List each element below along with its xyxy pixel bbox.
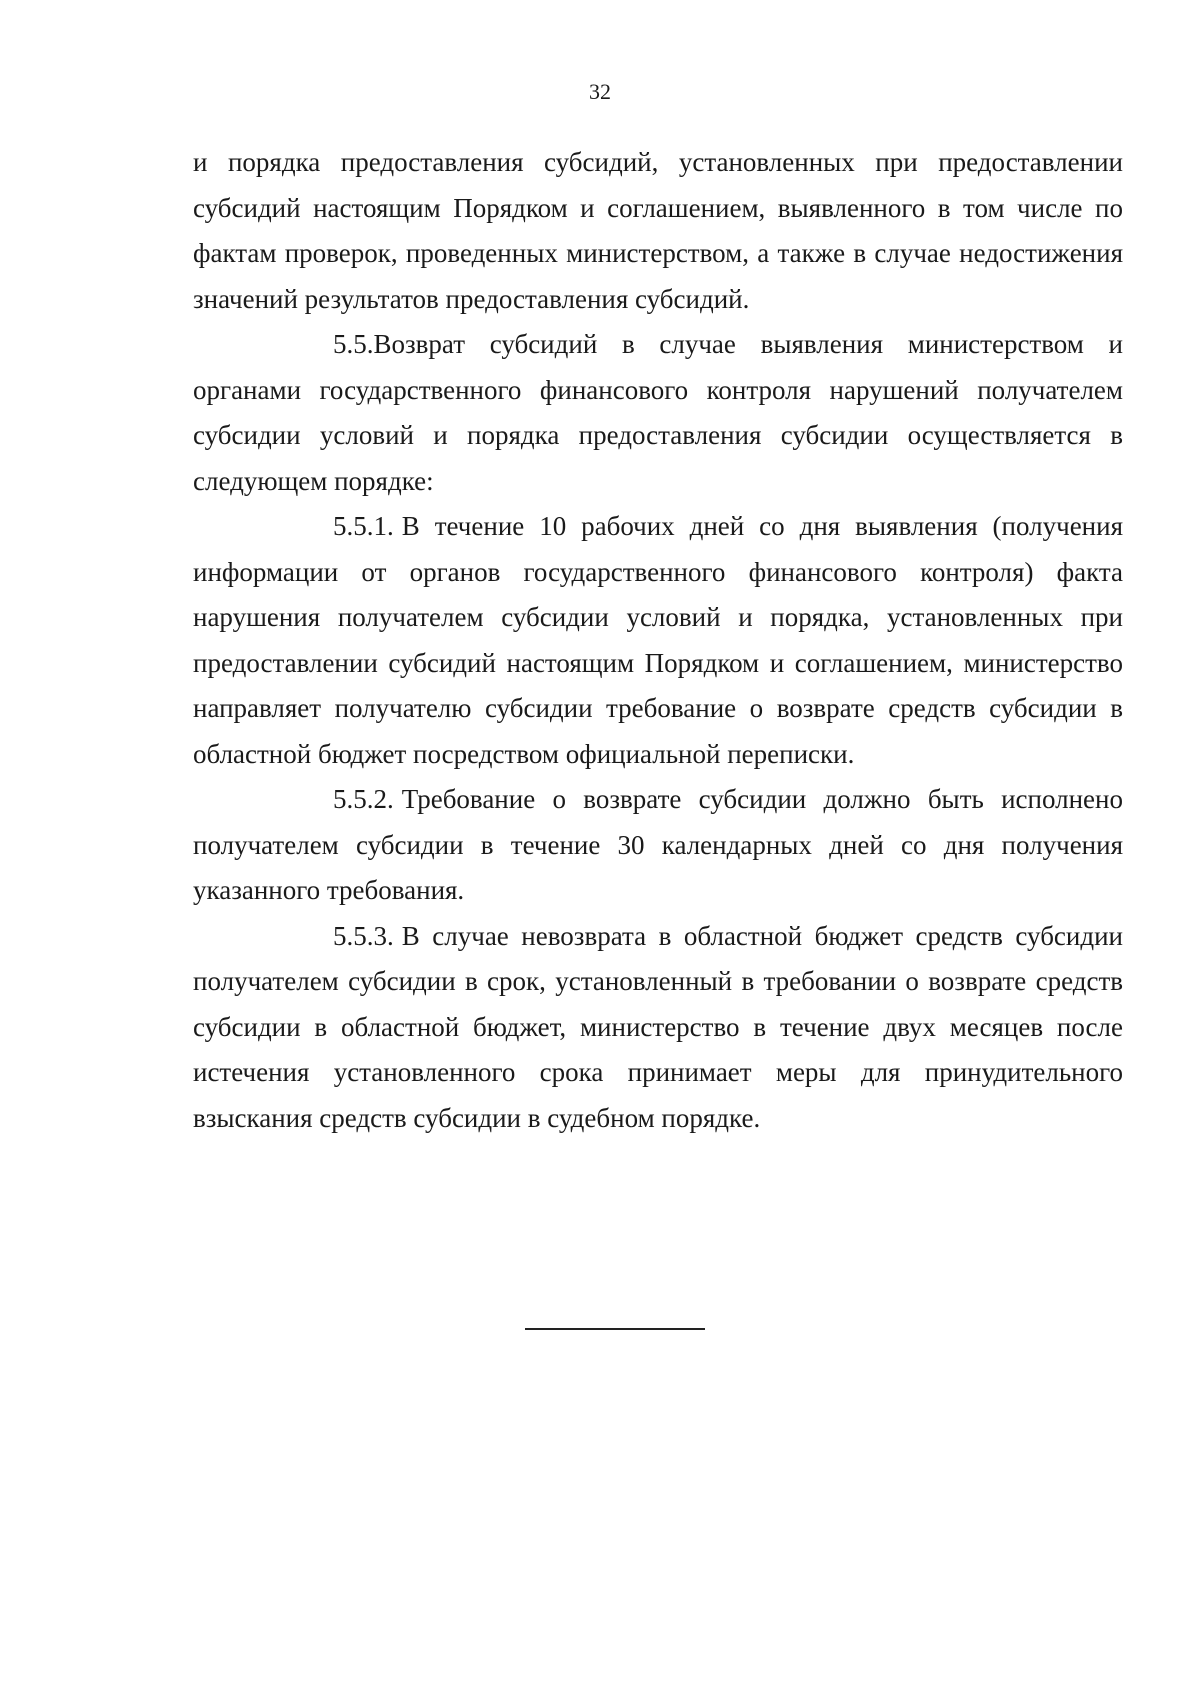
paragraph-text: В случае невозврата в областной бюджет средств субсидии получателем субсидии в срок, установленный в требовании о возврате средств субсидии в областной бюджет, министерство в течение двух месяцев после истечения установленного срока принимает меры для принудительного взыскания средств субсидии в судебном порядке. <box>193 920 1123 1133</box>
paragraph-text: В течение 10 рабочих дней со дня выявления (получения информации от органов государственного финансового контроля) факта нарушения получателем субсидии условий и порядка, установленных при предоставлении субсидий настоящим Порядком и соглашением, министерство направляет получателю субсидии требование о возврате средств субсидии в областной бюджет посредством официальной переписки. <box>193 511 1123 769</box>
page-number: 32 <box>589 79 611 104</box>
paragraph-text: Требование о возврате субсидии должно быть исполнено получателем субсидии в течение 30 календарных дней со дня получения указанного требования. <box>193 784 1123 905</box>
paragraph-number: 5.5.2. <box>333 784 394 814</box>
paragraph-5-5 <box>193 322 1123 504</box>
paragraph-text: и порядка предоставления субсидий, установленных при предоставлении субсидий настоящим Порядком и соглашением, выявленного в том числе по фактам проверок, проведенных министерством, а также в случае недостижения значений результатов предоставления субсидий. <box>193 147 1123 314</box>
paragraph-text: Возврат субсидий в случае выявления министерством и органами государственного финансового контроля нарушений получателем субсидии условий и порядка предоставления субсидии осуществляется в следующем порядке: <box>193 329 1123 496</box>
paragraph-number: 5.5.3. <box>333 920 394 951</box>
paragraph-5-5-1 <box>193 504 1123 777</box>
paragraph-number: 5.5. <box>333 329 374 359</box>
paragraph-number: 5.5.1. <box>333 511 394 541</box>
paragraph-5-5-2 <box>193 777 1123 914</box>
paragraph-5-5-3 <box>193 914 1123 1142</box>
document-body <box>193 140 1123 1141</box>
end-divider <box>525 1328 705 1330</box>
paragraph-continuation <box>193 140 1123 322</box>
